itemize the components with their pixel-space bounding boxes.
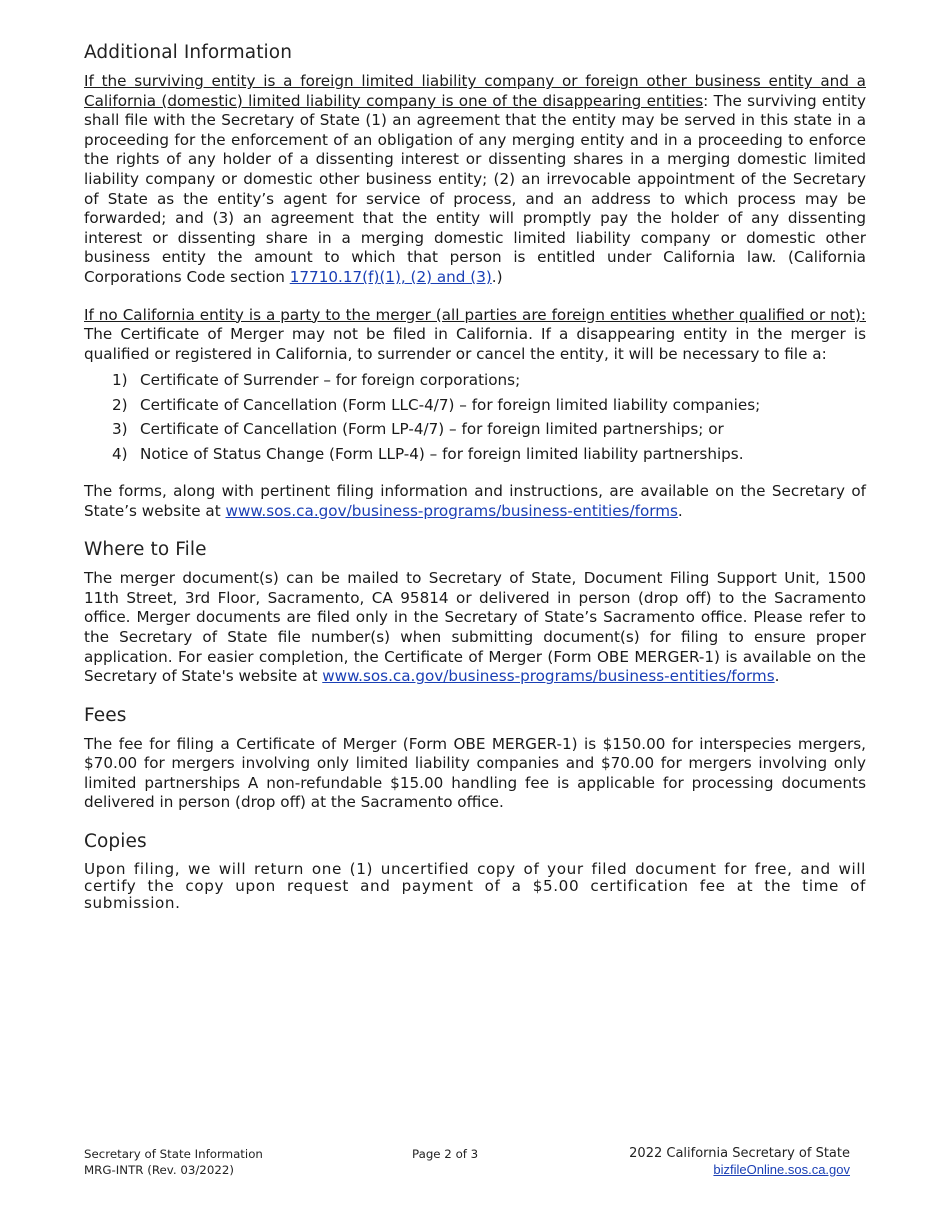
- additional-info-paragraph-3: The forms, along with pertinent filing information and instructions, are available on the Secretary of State’s website at www.sos.ca.gov/business-programs/business-entities/forms.: [84, 481, 866, 520]
- corporations-code-link[interactable]: 17710.17(f)(1), (2) and (3): [289, 267, 492, 286]
- footer-left: [84, 1146, 263, 1178]
- list-item: 4) Notice of Status Change (Form LLP-4) – for foreign limited liability partnerships.: [112, 444, 744, 463]
- footer-source: Secretary of State Information: [84, 1147, 263, 1161]
- list-item: 1) Certificate of Surrender – for foreign corporations;: [112, 371, 521, 390]
- additional-info-paragraph-2: If no California entity is a party to the merger (all parties are foreign entities whether qualified or not): The Certificate of Merger may not be filed in California. If a disappearing entity in the merger is qualified or registered in California, to surrender or cancel the entity, it will be necessary to file a:: [84, 305, 866, 363]
- copies-paragraph: Upon filing, we will return one (1) uncertified copy of your filed document for free, and will certify the copy upon request and payment of a $5.00 certification fee at the time of submission.: [84, 860, 866, 913]
- document-page: [84, 42, 866, 912]
- additional-info-heading: Additional Information: [84, 42, 293, 63]
- list-item: 2) Certificate of Cancellation (Form LLC-4/7) – for foreign limited liability companies;: [112, 395, 761, 414]
- page-number: Page 2 of 3: [412, 1147, 479, 1161]
- forms-website-link-2[interactable]: www.sos.ca.gov/business-programs/business-entities/forms: [322, 667, 775, 686]
- bizfile-online-link[interactable]: bizfileOnline.sos.ca.gov: [713, 1162, 850, 1177]
- fees-paragraph: The fee for filing a Certificate of Merger (Form OBE MERGER-1) is $150.00 for interspecies mergers, $70.00 for mergers involving only limited liability companies and $70.00 for mergers involving only limited partnerships A non-refundable $15.00 handling fee is applicable for processing documents delivered in person (drop off) at the Sacramento office.: [84, 734, 866, 812]
- list-item: 3) Certificate of Cancellation (Form LP-4/7) – for foreign limited partnerships; or: [112, 420, 724, 439]
- where-to-file-heading: Where to File: [84, 539, 207, 561]
- forms-list: [84, 368, 866, 466]
- footer-right: [629, 1146, 850, 1179]
- no-california-entity-condition: If no California entity is a party to the merger (all parties are foreign entities whether qualified or not):: [84, 305, 866, 324]
- copies-heading: Copies: [84, 831, 147, 853]
- forms-website-link[interactable]: www.sos.ca.gov/business-programs/business-entities/forms: [225, 501, 678, 520]
- additional-info-paragraph-1: If the surviving entity is a foreign limited liability company or foreign other business entity and a California (domestic) limited liability company is one of the disappearing entities: The surviving entity shall file with the Secretary of State (1) an agreement that the entity may be served in this state in a proceeding for the enforcement of an obligation of any merging entity and in a proceeding to enforce the rights of any holder of a dissenting interest or dissenting shares in a merging domestic limited liability company or domestic other business entity; (2) an irrevocable appointment of the Secretary of State as the entity’s agent for service of process, and an address to which process may be forwarded; and (3) an agreement that the entity will promptly pay the holder of any dissenting interest or dissenting share in a merging domestic limited liability company or domestic other business entity the amount to which that person is entitled under California law. (California Corporations Code section 17710.17(f)(1), (2) and (3).): [84, 72, 867, 286]
- footer-form-revision: MRG-INTR (Rev. 03/2022): [84, 1163, 234, 1177]
- surviving-entity-condition: If the surviving entity is a foreign limited liability company or foreign other business entity and a California (domestic) limited liability company is one of the disappearing entities: [84, 72, 866, 110]
- where-to-file-paragraph: The merger document(s) can be mailed to Secretary of State, Document Filing Support Unit, 1500 11th Street, 3rd Floor, Sacramento, CA 95814 or delivered in person (drop off) to the Sacramento office. Merger documents are filed only in the Secretary of State’s Sacramento office. Please refer to the Secretary of State file number(s) when submitting document(s) for filing to ensure proper application. For easier completion, the Certificate of Merger (Form OBE MERGER-1) is available on the Secretary of State's website at www.sos.ca.gov/business-programs/business-entities/forms.: [84, 569, 866, 686]
- footer-copyright: 2022 California Secretary of State: [629, 1146, 850, 1161]
- fees-heading: Fees: [84, 704, 127, 726]
